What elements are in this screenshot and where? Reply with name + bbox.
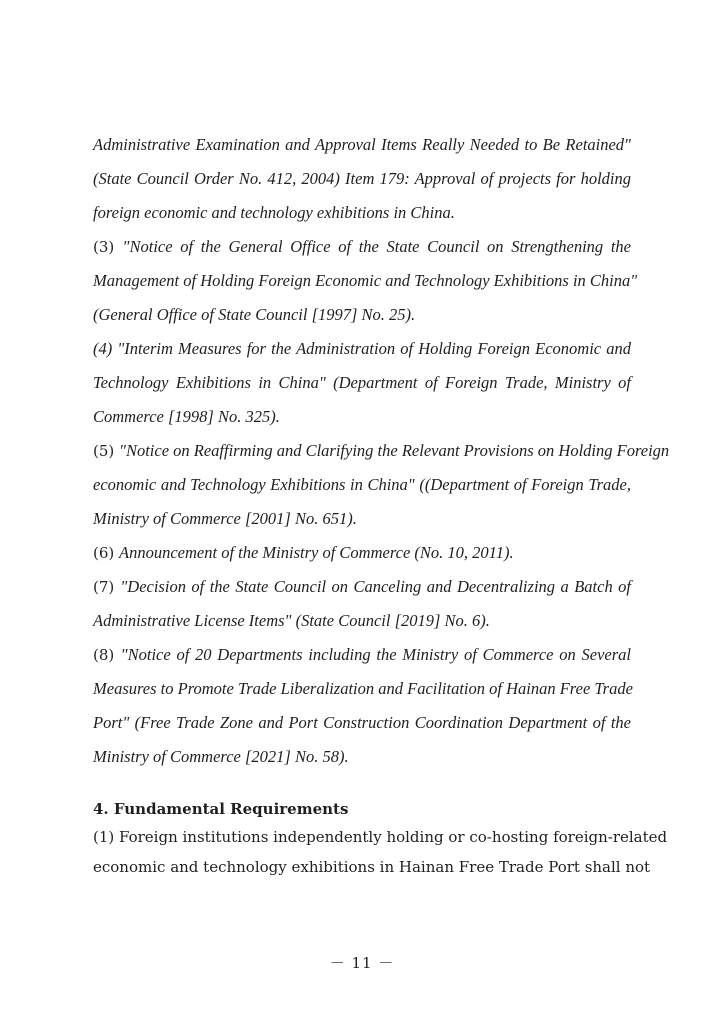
section-body-text [93,822,668,882]
reference-line [93,604,631,638]
reference-text: (General Office of State Council [1997] No. 25). [93,305,416,324]
reference-line [93,536,631,570]
reference-text: Administrative Examination and Approval Items Really Needed to Be Retained" [93,135,631,154]
reference-line [93,230,631,264]
reference-number: (3) [93,238,123,256]
reference-line [93,400,631,434]
reference-number: (8) [93,646,121,664]
reference-text: (State Council Order No. 412, 2004) Item 179: Approval of projects for holding [93,169,631,188]
reference-line [93,366,631,400]
reference-number: (5) [93,442,120,460]
reference-text: Announcement of the Ministry of Commerce (No. 10, 2011). [119,543,514,562]
reference-text: (4) "Interim Measures for the Administration of Holding Foreign Economic and [93,339,631,358]
reference-line [93,162,631,196]
reference-line [93,570,631,604]
reference-line [93,468,631,502]
reference-text: Ministry of Commerce [2001] No. 651). [93,509,357,528]
body-line: (1) Foreign institutions independently holding or co-hosting foreign-related [93,828,668,846]
reference-line [93,502,631,536]
legal-references-list [93,128,670,774]
body-line: economic and technology exhibitions in Hainan Free Trade Port shall not [93,858,651,876]
reference-line [93,128,631,162]
reference-text: "Notice of 20 Departments including the Ministry of Commerce on Several [120,645,632,664]
reference-line [93,434,670,468]
reference-number: (7) [93,578,121,596]
reference-line [93,264,638,298]
reference-text: Ministry of Commerce [2021] No. 58). [93,747,349,766]
section-heading: 4. Fundamental Requirements [93,800,349,818]
reference-text: Management of Holding Foreign Economic and Technology Exhibitions in China" [93,271,638,290]
reference-line [93,298,631,332]
reference-line [93,706,631,740]
reference-text: "Notice of the General Office of the State Council on Strengthening the [122,237,631,256]
reference-line [93,332,631,366]
reference-line [93,672,631,706]
reference-number: (6) [93,544,120,562]
reference-text: Technology Exhibitions in China" (Department of Foreign Trade, Ministry of [93,373,631,392]
reference-text: Administrative License Items" (State Council [2019] No. 6). [93,611,490,630]
reference-text: "Notice on Reaffirming and Clarifying the Relevant Provisions on Holding Foreign [119,441,670,460]
reference-text: foreign economic and technology exhibitions in China. [93,203,455,222]
reference-text: Measures to Promote Trade Liberalization and Facilitation of Hainan Free Trade [93,679,633,698]
reference-text: Commerce [1998] No. 325). [93,407,280,426]
reference-text: "Decision of the State Council on Canceling and Decentralizing a Batch of [120,577,631,596]
reference-line [93,638,631,672]
reference-line [93,740,631,774]
reference-text: economic and Technology Exhibitions in China" ((Department of Foreign Trade, [93,475,631,494]
reference-line [93,196,631,230]
page-number: － 11 － [329,954,395,972]
reference-text: Port" (Free Trade Zone and Port Construction Coordination Department of the [93,713,631,732]
